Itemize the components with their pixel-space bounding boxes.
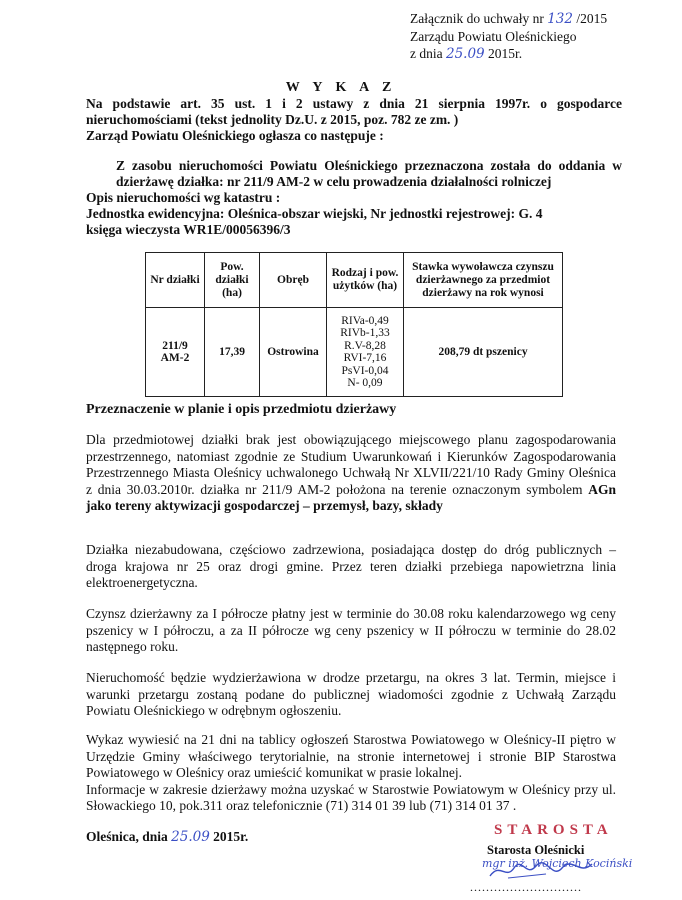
land-use-item: RVI-7,16 (343, 352, 387, 364)
stamp-name: mgr inż. Wojciech Kociński (482, 857, 633, 870)
annex-line-3 (410, 45, 607, 63)
col-parcel-area: Pow. działki (ha) (205, 253, 260, 308)
place-date (86, 829, 248, 845)
col-precinct: Obręb (260, 253, 327, 308)
official-stamp: Starosta Oleśnicki (487, 843, 585, 857)
resolution-number-handwritten: 132 (547, 11, 573, 27)
cell-land-uses (327, 308, 404, 397)
table-header-row (146, 253, 563, 308)
parcel-table (145, 252, 563, 397)
paragraph-tender: Nieruchomość będzie wydzierżawiona w drodze przetargu, na okres 3 lat. Termin, miejsce i warunki przetargu zostaną podane do publicznej wiadomości zgodnie z Uchwałą Zarządu Powiatu Oleśnickiego w odrębnym ogłoszeniu. (86, 670, 616, 718)
land-use-item: N- 0,09 (347, 377, 383, 389)
starosta-title: STAROSTA (494, 822, 613, 838)
place-date-handwritten: 25.09 (171, 829, 210, 845)
land-use-item: PsVI-0,04 (341, 364, 389, 377)
annex-prefix: Załącznik do uchwały nr (410, 11, 544, 26)
annex-line-1 (410, 10, 607, 28)
col-rent-rate: Stawka wywoławcza czynszu dzierżawnego za przedmiot dzierżawy na rok wynosi (404, 253, 563, 308)
paragraph-rent: Czynsz dzierżawny za I półrocze płatny jest w terminie do 30.08 roku kalendarzowego wg ceny pszenicy w I półroczu, a za II półrocze wg ceny pszenicy w II półroczu w terminie do 28.02 następnego roku. (86, 606, 616, 654)
land-use-item: RIVb-1,33 (340, 327, 390, 339)
land-ledger: księga wieczysta WR1E/00056396/3 (86, 222, 291, 237)
document-title: W Y K A Z (285, 80, 397, 95)
property-intro: Z zasobu nieruchomości Powiatu Oleśnickiego przeznaczona została do oddania w dzierżawę działka: nr 211/9 AM-2 w celu prowadzenia działalności rolniczej (116, 158, 622, 189)
paragraph-publication (86, 732, 616, 815)
place-suffix: 2015r. (213, 829, 249, 844)
cadastre-label: Opis nieruchomości wg katastru : (86, 190, 281, 205)
publication-text: Wykaz wywiesić na 21 dni na tablicy ogłoszeń Starostwa Powiatowego w Oleśnicy-II piętro w Urzędzie Gminy właściwego terytorialnie, na stronie internetowej i stronie BIP Starostwa Powiatowego w Oleśnicy oraz umieścić komunikat w prasie lokalnej. (86, 732, 616, 780)
handwritten-signature-icon (486, 858, 596, 882)
place-prefix: Oleśnica, dnia (86, 829, 168, 844)
cell-precinct: Ostrowina (260, 308, 327, 397)
land-use-item: RIVa-0,49 (341, 314, 389, 327)
cell-area: 17,39 (205, 308, 260, 397)
board-announcement: Zarząd Powiatu Oleśnickiego ogłasza co następuje : (86, 128, 384, 143)
cell-rate: 208,79 dt pszenicy (404, 308, 563, 397)
annex-date-prefix: z dnia (410, 46, 443, 61)
land-use-item: R.V-8,28 (344, 339, 386, 352)
registry-unit: Jednostka ewidencyjna: Oleśnica-obszar wiejski, Nr jednostki rejestrowej: G. 4 (86, 206, 543, 221)
annex-year: /2015 (576, 11, 608, 26)
table-row (146, 308, 563, 397)
section-heading: Przeznaczenie w planie i opis przedmiotu dzierżawy (86, 402, 397, 417)
legal-basis (86, 96, 622, 144)
cell-parcel: 211/9 AM-2 (146, 308, 205, 397)
annex-date-handwritten: 25.09 (446, 46, 485, 62)
annex-header (410, 10, 607, 63)
col-land-use: Rodzaj i pow. użytków (ha) (327, 253, 404, 308)
plan-designation: AGn jako tereny aktywizacji gospodarczej – przemysł, bazy, składy (86, 481, 616, 513)
annex-date-suffix: 2015r. (488, 46, 523, 61)
legal-basis-text: Na podstawie art. 35 ust. 1 i 2 ustawy z dnia 21 sierpnia 1997r. o gospodarce nieruchomościami (tekst jednolity Dz.U. z 2015, poz. 782 ze zm. ) (86, 96, 622, 127)
signature-dots: ............................ (470, 880, 582, 894)
paragraph-description: Działka niezabudowana, częściowo zadrzewiona, posiadająca dostęp do dróg publicznych – droga krajowa nr 25 oraz drogi gmine. Przez teren działki przebiega napowietrzna linia elektroenergetyczna. (86, 542, 616, 590)
plan-text: Dla przedmiotowej działki brak jest obowiązującego miejscowego planu zagospodarowania przestrzennego, natomiast zgodnie ze Studium Uwarunkowań i Kierunków Zagospodarowania Przestrzennego Miasta Oleśnicy uchwalonego Uchwałą Nr XLVII/221/10 Rady Gminy Oleśnica z dnia 30.03.2010r. działka nr 211/9 AM-2 położona na terenie oznaczonym symbolem (86, 432, 616, 497)
col-parcel-number: Nr działki (146, 253, 205, 308)
contact-info: Informacje w zakresie dzierżawy można uzyskać w Starostwie Powiatowym w Oleśnicy przy ul. Słowackiego 10, pok.311 oraz telefonicznie (71) 314 01 39 lub (71) 314 01 37 . (86, 781, 616, 813)
paragraph-plan (86, 432, 616, 515)
property-description (86, 158, 622, 238)
annex-line-2: Zarządu Powiatu Oleśnickiego (410, 29, 577, 44)
